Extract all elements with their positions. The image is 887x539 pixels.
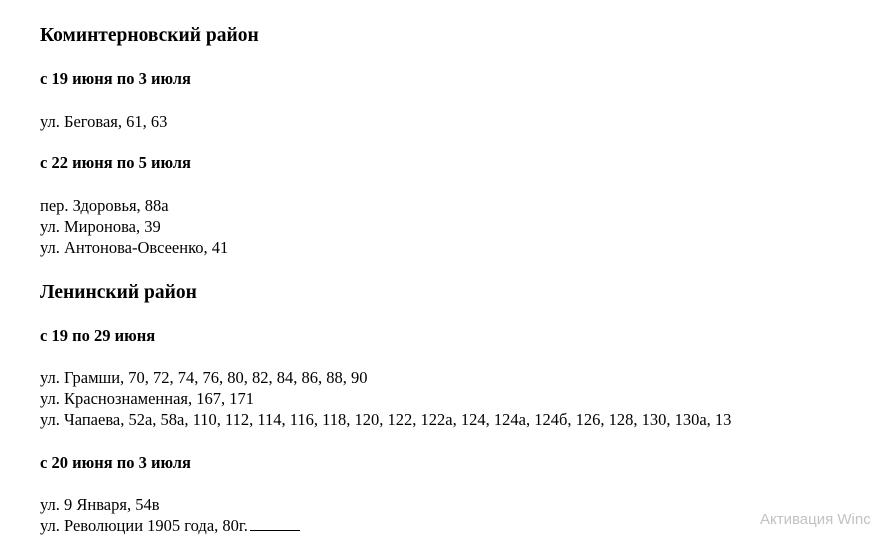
address-list (40, 367, 731, 430)
period-heading: с 20 июня по 3 июля (40, 453, 191, 472)
address-item: ул. Антонова-Овсеенко, 41 (40, 238, 229, 257)
address-list (40, 494, 300, 536)
address-item: ул. Грамши, 70, 72, 74, 76, 80, 82, 84, 86, 88, 90 (40, 368, 368, 387)
address-list (40, 195, 228, 258)
address-text: ул. Революции 1905 года, 80г. (40, 516, 248, 535)
address-item: ул. Беговая, 61, 63 (40, 112, 168, 131)
period-heading: с 19 июня по 3 июля (40, 69, 191, 88)
underline-blank (250, 529, 300, 531)
address-item: пер. Здоровья, 88а (40, 196, 169, 215)
address-item: ул. Миронова, 39 (40, 217, 161, 236)
address-item: ул. 9 Января, 54в (40, 495, 160, 514)
windows-activation-watermark: Активация Winc (760, 511, 871, 528)
period-heading: с 22 июня по 5 июля (40, 153, 191, 172)
address-item: ул. Чапаева, 52а, 58а, 110, 112, 114, 116, 118, 120, 122, 122а, 124, 124а, 124б, 126, 128, 130, 130а, 13 (40, 410, 732, 429)
address-list (40, 111, 167, 132)
period-heading: с 19 по 29 июня (40, 326, 156, 345)
address-item: ул. Краснознаменная, 167, 171 (40, 389, 255, 408)
address-item-last (40, 515, 300, 536)
district-heading-leninsky: Ленинский район (40, 282, 197, 303)
district-heading-kominternovsky: Коминтерновский район (40, 25, 259, 46)
